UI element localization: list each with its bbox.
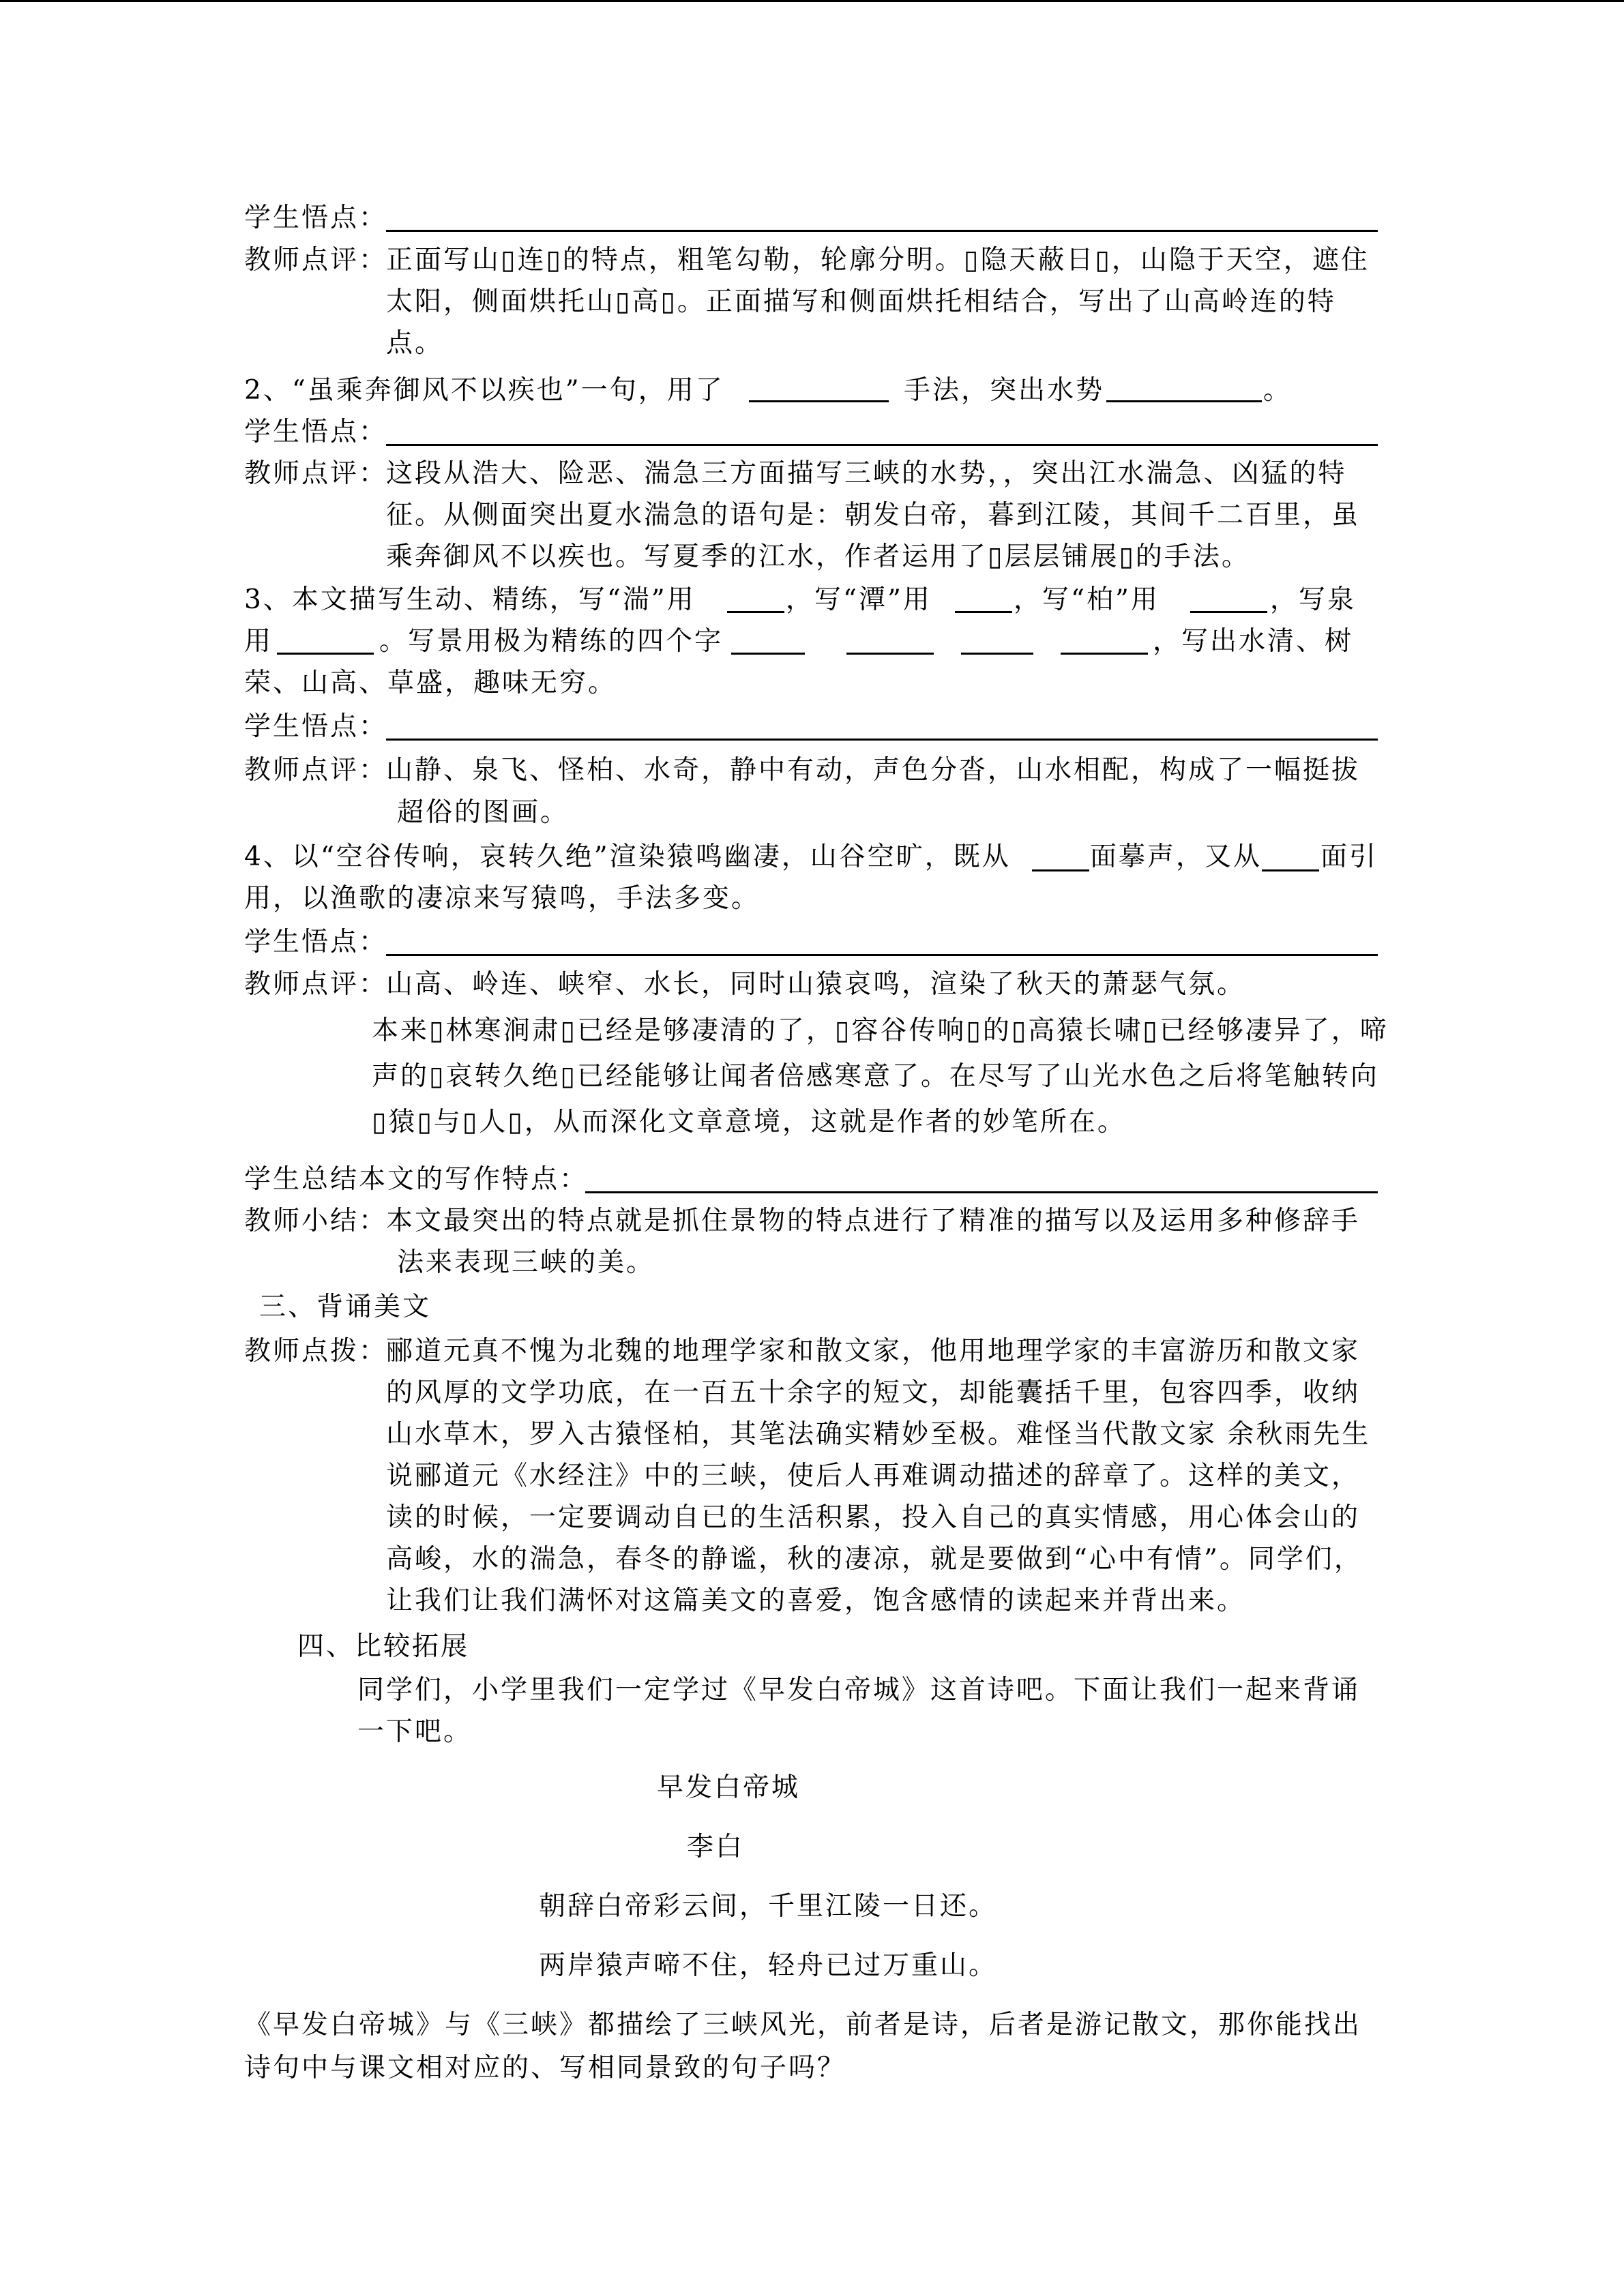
student-summary-label: 学生总结本文的写作特点： xyxy=(244,1164,589,1195)
question-3-blank-7[interactable] xyxy=(961,653,1033,655)
question-4-blank-2[interactable] xyxy=(1262,869,1319,871)
poem-line-2: 两岸猿声啼不住，轻舟已过万重山。 xyxy=(539,1950,998,1981)
question-4-text-b: 面摹声，又从 xyxy=(1090,841,1263,872)
question-3-text-e: 用 xyxy=(244,626,274,657)
student-insight-line-3[interactable] xyxy=(386,739,1378,741)
question-2-blank-2[interactable] xyxy=(1106,400,1262,402)
teacher-comment-2-line-3: 乘奔御风不以疾也。写夏季的江水，作者运用了▯层层铺展▯的手法。 xyxy=(386,541,1250,572)
question-2-text-a: 2、“虽乘奔御风不以疾也”一句，用了 xyxy=(244,375,724,406)
section-4-intro-line-1: 同学们，小学里我们一定学过《早发白帝城》这首诗吧。下面让我们一起来背诵 xyxy=(357,1675,1361,1705)
teacher-summary-label: 教师小结： xyxy=(244,1206,388,1236)
question-3-text-b: ，写“潭”用 xyxy=(786,584,932,615)
question-3-text-d: ，写泉 xyxy=(1270,584,1357,615)
closing-question-line-2: 诗句中与课文相对应的、写相同景致的句子吗？ xyxy=(244,2053,846,2083)
section-3-heading: 三、背诵美文 xyxy=(259,1292,432,1322)
question-3-blank-5[interactable] xyxy=(731,653,805,655)
question-4-text-d: 用，以渔歌的凄凉来写猿鸣，手法多变。 xyxy=(244,883,761,914)
teacher-comment-2-line-1: 这段从浩大、险恶、湍急三方面描写三峡的水势，，突出江水湍急、凶猛的特 xyxy=(386,458,1347,489)
student-insight-line-1[interactable] xyxy=(386,230,1378,232)
question-3-blank-1[interactable] xyxy=(727,611,784,613)
question-3-blank-3[interactable] xyxy=(1190,611,1267,613)
extra-analysis-line-2: 声的▯哀转久绝▯已经能够让闻者倍感寒意了。在尽写了山光水色之后将笔触转向 xyxy=(372,1061,1379,1092)
teacher-comment-label-4: 教师点评： xyxy=(244,969,388,1000)
question-4-text-a: 4、以“空谷传响，哀转久绝”渲染猿鸣幽凄，山谷空旷，既从 xyxy=(244,841,1011,872)
student-insight-label-3: 学生悟点： xyxy=(244,711,388,742)
student-insight-line-2[interactable] xyxy=(386,444,1378,446)
question-3-text-f: 。写景用极为精练的四个字 xyxy=(379,626,724,657)
section-4-heading: 四、比较拓展 xyxy=(297,1631,470,1662)
teacher-guidance-line-5: 读的时候，一定要调动自已的生活积累，投入自己的真实情感，用心体会山的 xyxy=(386,1502,1361,1533)
question-3-blank-8[interactable] xyxy=(1061,653,1148,655)
teacher-summary-line-1: 本文最突出的特点就是抓住景物的特点进行了精准的描写以及运用多种修辞手 xyxy=(386,1206,1361,1236)
teacher-guidance-line-3: 山水草木，罗入古猿怪柏，其笔法确实精妙至极。难怪当代散文家 余秋雨先生 xyxy=(386,1419,1371,1450)
question-4-blank-1[interactable] xyxy=(1032,869,1089,871)
teacher-guidance-line-4: 说郦道元《水经注》中的三峡，使后人再难调动描述的辞章了。这样的美文， xyxy=(386,1461,1361,1491)
teacher-guidance-label: 教师点拨： xyxy=(244,1336,388,1367)
student-insight-label-1: 学生悟点： xyxy=(244,203,388,233)
question-2-text-c: 。 xyxy=(1263,375,1293,406)
teacher-comment-4-line-1: 山高、岭连、峡窄、水长，同时山猿哀鸣，渲染了秋天的萧瑟气氛。 xyxy=(386,969,1246,1000)
top-border xyxy=(0,0,1624,2)
student-insight-label-2: 学生悟点： xyxy=(244,417,388,447)
teacher-guidance-line-1: 郦道元真不愧为北魏的地理学家和散文家，他用地理学家的丰富游历和散文家 xyxy=(386,1336,1361,1367)
teacher-guidance-line-7: 让我们让我们满怀对这篇美文的喜爱，饱含感情的读起来并背出来。 xyxy=(386,1585,1246,1616)
section-4-intro-line-2: 一下吧。 xyxy=(357,1716,473,1747)
teacher-comment-1-line-1: 正面写山▯连▯的特点，粗笔勾勒，轮廓分明。▯隐天蔽日▯，山隐于天空，遮住 xyxy=(386,245,1370,275)
poem-title: 早发白帝城 xyxy=(657,1772,801,1803)
teacher-comment-1-line-3: 点。 xyxy=(386,328,444,359)
question-3-text-c: ，写“柏”用 xyxy=(1014,584,1160,615)
question-3-text-a: 3、本文描写生动、精练，写“湍”用 xyxy=(244,584,696,615)
question-3-text-h: 荣、山高、草盛，趣味无穷。 xyxy=(244,668,617,698)
question-3-blank-2[interactable] xyxy=(955,611,1012,613)
student-insight-line-4[interactable] xyxy=(386,954,1378,956)
closing-question-line-1: 《早发白帝城》与《三峡》都描绘了三峡风光，前者是诗，后者是游记散文，那你能找出 xyxy=(244,2010,1362,2040)
poem-line-1: 朝辞白帝彩云间，千里江陵一日还。 xyxy=(539,1891,998,1922)
teacher-comment-1-line-2: 太阳，侧面烘托山▯高▯。正面描写和侧面烘托相结合，写出了山高岭连的特 xyxy=(386,286,1336,317)
question-3-text-g: ，写出水清、树 xyxy=(1153,626,1354,657)
extra-analysis-line-3: ▯猿▯与▯人▯，从而深化文章意境，这就是作者的妙笔所在。 xyxy=(372,1107,1126,1137)
teacher-comment-3-line-2: 超俗的图画。 xyxy=(397,797,570,828)
question-4-text-c: 面引 xyxy=(1320,841,1378,872)
teacher-guidance-line-2: 的风厚的文学功底，在一百五十余字的短文，却能囊括千里，包容四季，收纳 xyxy=(386,1377,1361,1408)
teacher-guidance-line-6: 高峻，水的湍急，春冬的静谧，秋的凄凉，就是要做到“心中有情”。同学们， xyxy=(386,1544,1363,1575)
teacher-comment-label-2: 教师点评： xyxy=(244,458,388,489)
question-3-blank-6[interactable] xyxy=(846,653,934,655)
student-insight-label-4: 学生悟点： xyxy=(244,927,388,957)
extra-analysis-line-1: 本来▯林寒涧肃▯已经是够凄清的了，▯容谷传响▯的▯高猿长啸▯已经够凄异了，啼 xyxy=(372,1015,1389,1046)
question-2-blank-1[interactable] xyxy=(749,400,889,402)
question-3-blank-4[interactable] xyxy=(277,653,374,655)
question-2-text-b: 手法，突出水势 xyxy=(904,375,1105,406)
teacher-comment-label-3: 教师点评： xyxy=(244,755,388,786)
teacher-comment-2-line-2: 征。从侧面突出夏水湍急的语句是：朝发白帝，暮到江陵，其间千二百里，虽 xyxy=(386,500,1361,531)
teacher-comment-label-1: 教师点评： xyxy=(244,245,388,275)
teacher-summary-line-2: 法来表现三峡的美。 xyxy=(397,1247,655,1278)
student-summary-line[interactable] xyxy=(585,1191,1378,1193)
poem-author: 李白 xyxy=(687,1832,745,1862)
teacher-comment-3-line-1: 山静、泉飞、怪柏、水奇，静中有动，声色分沓，山水相配，构成了一幅挺拔 xyxy=(386,755,1361,786)
